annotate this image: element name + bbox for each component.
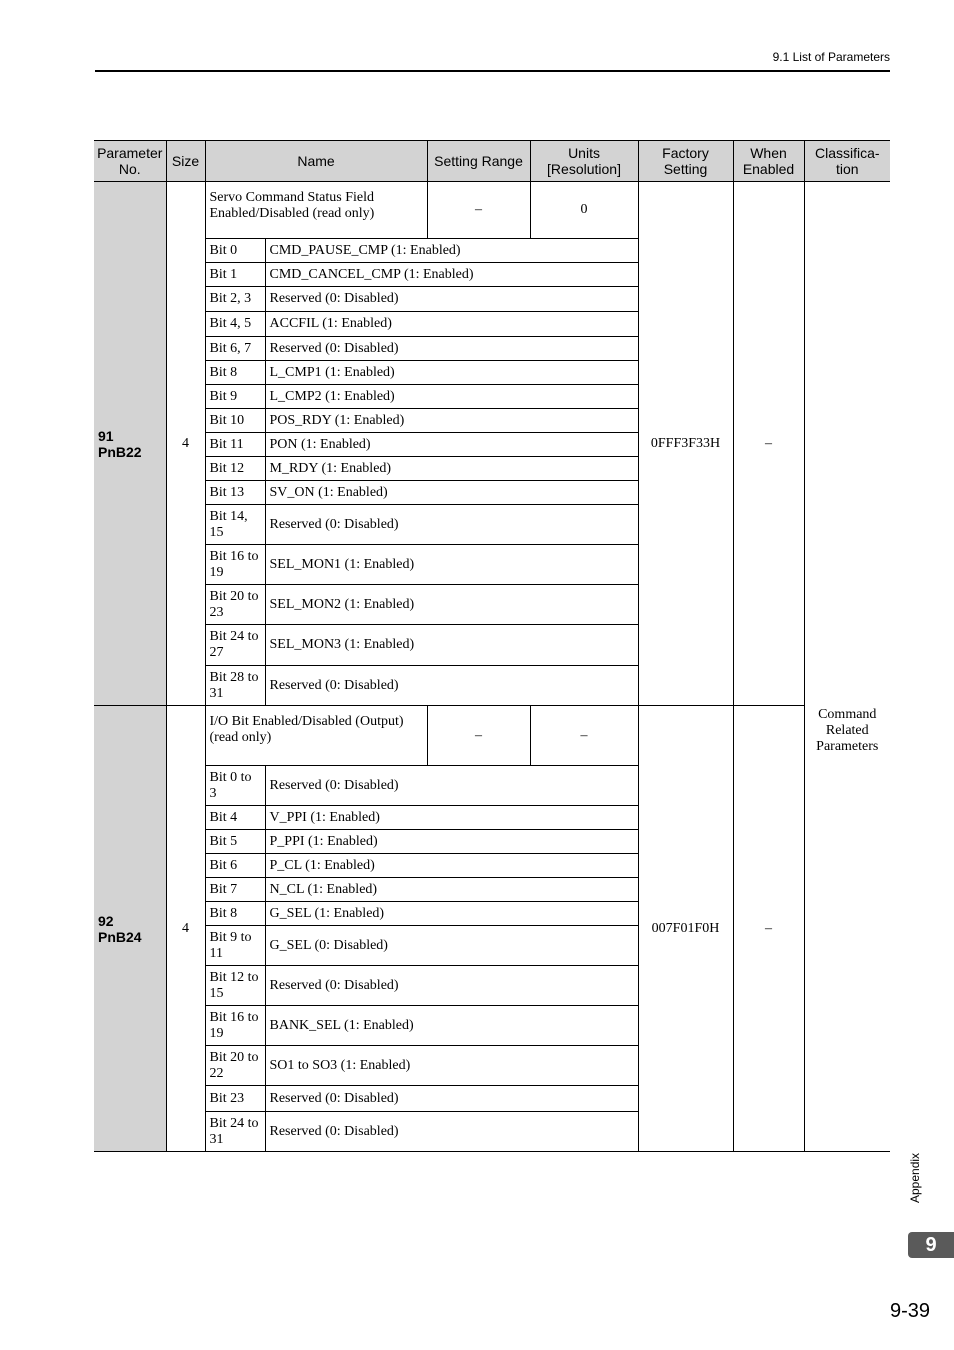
- bit-label: Bit 4, 5: [205, 312, 265, 337]
- parameter-table: [94, 140, 890, 1152]
- classification-line: Parameters: [816, 739, 879, 754]
- bit-description: G_SEL (0: Disabled): [265, 926, 638, 966]
- parameter-name-cell: I/O Bit Enabled/Disabled (Output) (read only): [205, 706, 427, 766]
- bit-description: ACCFIL (1: Enabled): [265, 312, 638, 337]
- bit-label: Bit 5: [205, 830, 265, 854]
- bit-description: SO1 to SO3 (1: Enabled): [265, 1046, 638, 1086]
- column-header-size: Size: [166, 141, 205, 182]
- setting-range-cell: –: [427, 706, 530, 766]
- bit-label: Bit 6, 7: [205, 337, 265, 361]
- bit-description: P_PPI (1: Enabled): [265, 830, 638, 854]
- bit-label: Bit 13: [205, 481, 265, 505]
- bit-description: Reserved (0: Disabled): [265, 287, 638, 312]
- bit-label: Bit 7: [205, 878, 265, 902]
- bit-label: Bit 28 to 31: [205, 666, 265, 706]
- bit-label: Bit 20 to 22: [205, 1046, 265, 1086]
- classification-line: Command: [818, 707, 877, 722]
- bit-label: Bit 23: [205, 1086, 265, 1112]
- header-rule: [95, 70, 890, 72]
- bit-description: SEL_MON2 (1: Enabled): [265, 585, 638, 625]
- bit-description: POS_RDY (1: Enabled): [265, 409, 638, 433]
- parameter-number: 92: [98, 912, 114, 929]
- column-header-when-enabled: When Enabled: [733, 141, 804, 182]
- bit-description: L_CMP1 (1: Enabled): [265, 361, 638, 385]
- bit-label: Bit 4: [205, 806, 265, 830]
- bit-label: Bit 20 to 23: [205, 585, 265, 625]
- bit-label: Bit 2, 3: [205, 287, 265, 312]
- bit-description: CMD_PAUSE_CMP (1: Enabled): [265, 239, 638, 263]
- bit-description: M_RDY (1: Enabled): [265, 457, 638, 481]
- bit-label: Bit 8: [205, 361, 265, 385]
- table-header-row: [94, 141, 890, 182]
- when-enabled-cell: –: [733, 706, 804, 1152]
- running-header: 9.1 List of Parameters: [772, 50, 890, 64]
- bit-description: G_SEL (1: Enabled): [265, 902, 638, 926]
- column-header-parameter-no: Parameter No.: [94, 141, 166, 182]
- appendix-side-label: [905, 1140, 921, 1204]
- bit-label: Bit 0: [205, 239, 265, 263]
- when-enabled-cell: –: [733, 182, 804, 706]
- table-row: [94, 706, 890, 766]
- setting-range-cell: –: [427, 182, 530, 239]
- parameter-name-cell: Servo Command Status Field Enabled/Disabled (read only): [205, 182, 427, 239]
- column-header-name: Name: [205, 141, 427, 182]
- bit-label: Bit 8: [205, 902, 265, 926]
- bit-label: Bit 6: [205, 854, 265, 878]
- classification-cell: [804, 182, 890, 1152]
- parameter-code: PnB22: [98, 443, 142, 460]
- appendix-label: Appendix: [908, 1152, 922, 1203]
- size-cell: 4: [166, 182, 205, 706]
- units-cell: 0: [530, 182, 638, 239]
- parameter-number-cell: [94, 706, 166, 1152]
- bit-description: V_PPI (1: Enabled): [265, 806, 638, 830]
- page-number: 9-39: [889, 1300, 930, 1322]
- bit-description: Reserved (0: Disabled): [265, 1112, 638, 1152]
- factory-setting-cell: 0FFF3F33H: [638, 182, 733, 706]
- bit-description: L_CMP2 (1: Enabled): [265, 385, 638, 409]
- chapter-tab: 9: [908, 1232, 954, 1258]
- bit-description: Reserved (0: Disabled): [265, 966, 638, 1006]
- bit-label: Bit 10: [205, 409, 265, 433]
- column-header-units: Units [Resolution]: [530, 141, 638, 182]
- bit-label: Bit 14, 15: [205, 505, 265, 545]
- bit-description: CMD_CANCEL_CMP (1: Enabled): [265, 263, 638, 287]
- parameter-number: 91: [98, 427, 114, 444]
- bit-label: Bit 24 to 31: [205, 1112, 265, 1152]
- bit-description: Reserved (0: Disabled): [265, 337, 638, 361]
- parameter-number-cell: [94, 182, 166, 706]
- bit-label: Bit 1: [205, 263, 265, 287]
- bit-label: Bit 16 to 19: [205, 545, 265, 585]
- bit-description: Reserved (0: Disabled): [265, 1086, 638, 1112]
- bit-label: Bit 9 to 11: [205, 926, 265, 966]
- bit-description: SEL_MON1 (1: Enabled): [265, 545, 638, 585]
- bit-description: BANK_SEL (1: Enabled): [265, 1006, 638, 1046]
- table-row: [94, 182, 890, 239]
- bit-label: Bit 16 to 19: [205, 1006, 265, 1046]
- parameter-code: PnB24: [98, 928, 142, 945]
- bit-label: Bit 12: [205, 457, 265, 481]
- bit-label: Bit 11: [205, 433, 265, 457]
- column-header-setting-range: Setting Range: [427, 141, 530, 182]
- bit-label: Bit 0 to 3: [205, 766, 265, 806]
- bit-description: P_CL (1: Enabled): [265, 854, 638, 878]
- bit-description: N_CL (1: Enabled): [265, 878, 638, 902]
- bit-description: Reserved (0: Disabled): [265, 505, 638, 545]
- bit-label: Bit 9: [205, 385, 265, 409]
- bit-description: SV_ON (1: Enabled): [265, 481, 638, 505]
- column-header-factory-setting: Factory Setting: [638, 141, 733, 182]
- bit-description: Reserved (0: Disabled): [265, 766, 638, 806]
- units-cell: –: [530, 706, 638, 766]
- size-cell: 4: [166, 706, 205, 1152]
- factory-setting-cell: 007F01F0H: [638, 706, 733, 1152]
- bit-description: Reserved (0: Disabled): [265, 666, 638, 706]
- bit-description: SEL_MON3 (1: Enabled): [265, 625, 638, 666]
- bit-label: Bit 12 to 15: [205, 966, 265, 1006]
- column-header-classification: Classifica-tion: [804, 141, 890, 182]
- bit-label: Bit 24 to 27: [205, 625, 265, 666]
- table-body: [94, 182, 890, 1152]
- classification-line: Related: [825, 723, 869, 738]
- bit-description: PON (1: Enabled): [265, 433, 638, 457]
